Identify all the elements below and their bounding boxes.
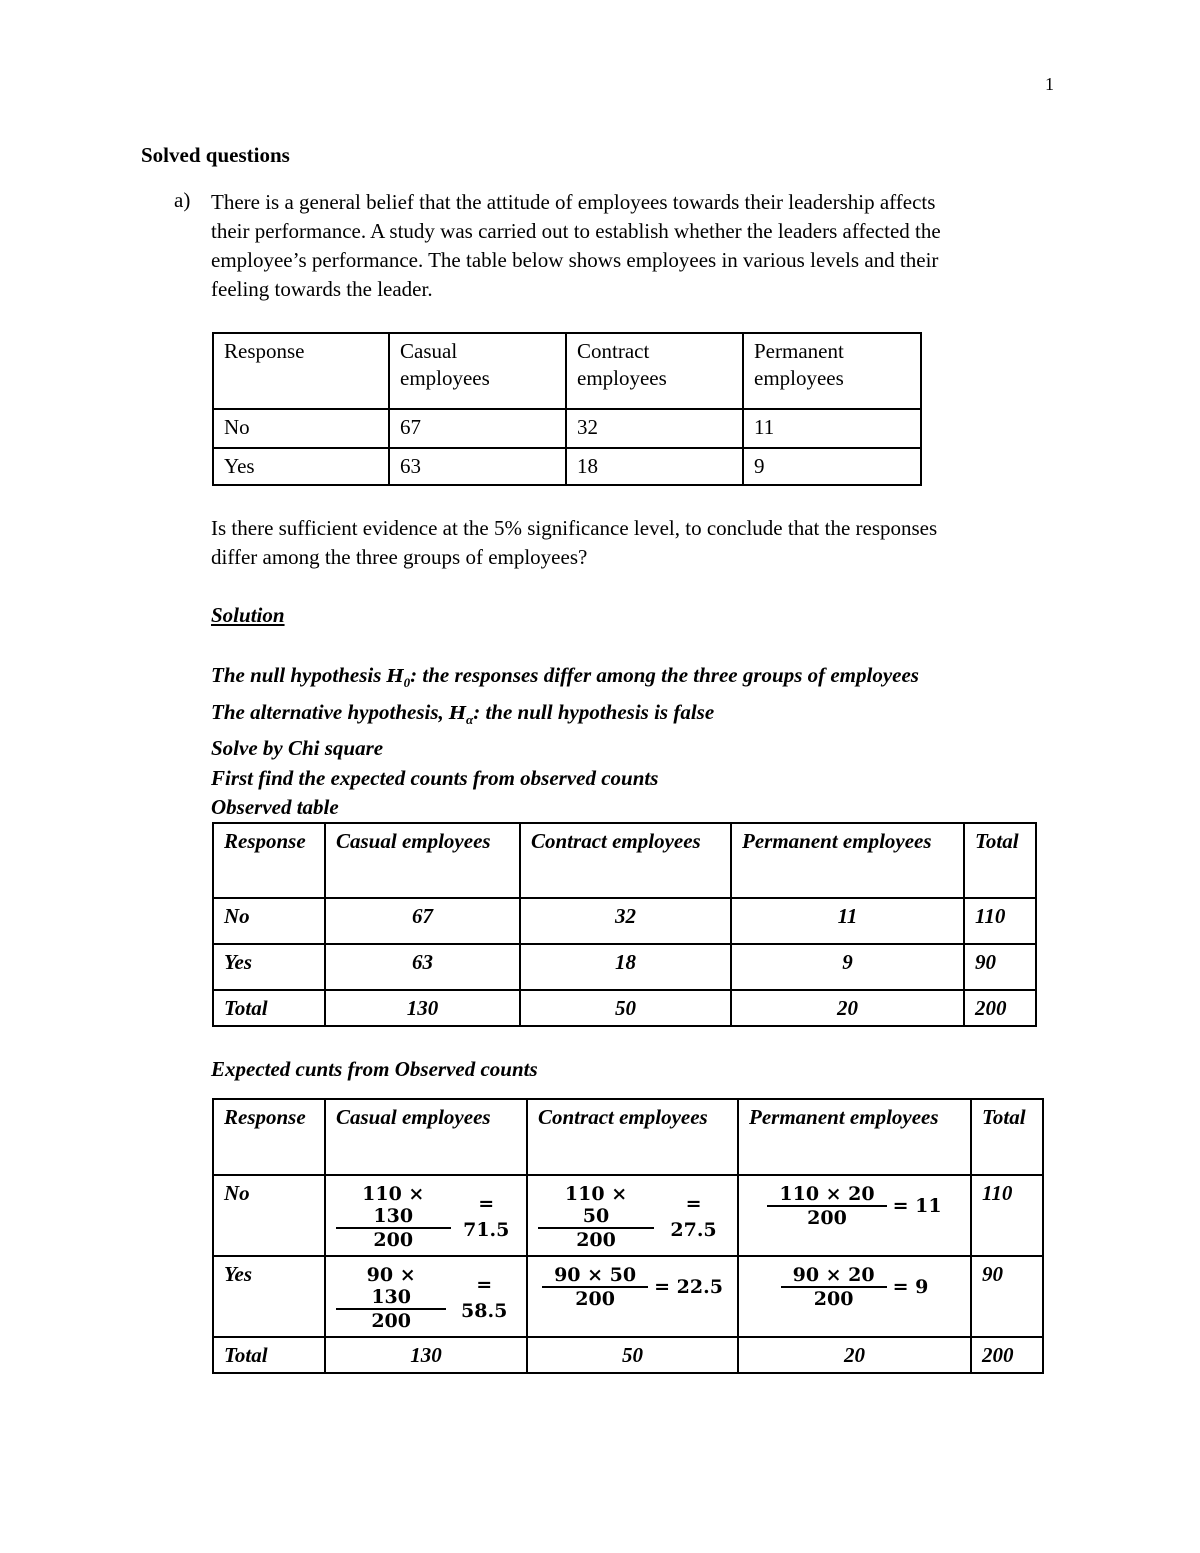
table-cell: 20	[738, 1337, 971, 1373]
survey-table	[212, 332, 922, 486]
page-number: 1	[1045, 74, 1054, 94]
table-cell: 32	[566, 409, 743, 448]
table-cell: 67	[325, 898, 520, 944]
table-cell: 130	[325, 990, 520, 1026]
table-header-cell: Casual employees	[325, 1099, 527, 1175]
question-line: There is a general belief that the attitude of employees towards their leadership affects	[211, 190, 936, 214]
fraction-cell: $\frac{110 \times 130}{200}$ = 71.5	[325, 1175, 527, 1256]
table-cell: Total	[213, 990, 325, 1026]
table-cell: No	[213, 409, 389, 448]
question-line: their performance. A study was carried out to establish whether the leaders affected the	[211, 219, 941, 243]
table-cell: 18	[520, 944, 731, 990]
table-cell: 90	[971, 1256, 1043, 1337]
table-cell: 9	[743, 448, 921, 485]
table-header-cell: Casual employees	[389, 333, 566, 409]
question-line: Is there sufficient evidence at the 5% significance level, to conclude that the responses	[211, 516, 938, 540]
table-header-cell: Contract employees	[566, 333, 743, 409]
table-header-cell: Permanent employees	[731, 823, 964, 898]
table-cell: 11	[731, 898, 964, 944]
table-cell: 50	[520, 990, 731, 1026]
fraction-cell: $\frac{90 \times 20}{200}$ = 9	[738, 1256, 971, 1337]
table-cell: 130	[325, 1337, 527, 1373]
question-line: employee’s performance. The table below shows employees in various levels and their	[211, 248, 939, 272]
fraction-cell: $\frac{110 \times 50}{200}$ = 27.5	[527, 1175, 738, 1256]
table-cell: 67	[389, 409, 566, 448]
table-header-cell: Response	[213, 1099, 325, 1175]
table-header-cell: Response	[213, 333, 389, 409]
table-header-row	[213, 1099, 1043, 1175]
section-heading: Solved questions	[141, 143, 290, 167]
table-row	[213, 1175, 1043, 1256]
alternative-hypothesis: The alternative hypothesis, $H_\alpha$: the null hypothesis is false	[211, 699, 715, 727]
table-header-cell: Response	[213, 823, 325, 898]
table-cell: 63	[389, 448, 566, 485]
fraction-cell: $\frac{90 \times 130}{200}$ = 58.5	[325, 1256, 527, 1337]
table-row	[213, 1337, 1043, 1373]
observed-table-title: Observed table	[211, 795, 339, 820]
expected-table-title: Expected cunts from Observed counts	[211, 1057, 538, 1081]
table-cell: 63	[325, 944, 520, 990]
question-line: differ among the three groups of employees?	[211, 545, 588, 569]
table-row	[213, 898, 1036, 944]
table-cell: No	[213, 1175, 325, 1256]
expected-table	[212, 1098, 1044, 1374]
table-header-row	[213, 333, 921, 409]
table-header-cell: Casual employees	[325, 823, 520, 898]
table-header-cell: Permanent employees	[743, 333, 921, 409]
table-row	[213, 448, 921, 485]
table-cell: Yes	[213, 448, 389, 485]
table-cell: No	[213, 898, 325, 944]
solution-title: Solution	[211, 603, 285, 627]
table-cell: 9	[731, 944, 964, 990]
table-cell: 110	[964, 898, 1036, 944]
table-cell: Total	[213, 1337, 325, 1373]
question-paragraph	[211, 188, 1051, 304]
table-header-cell: Total	[964, 823, 1036, 898]
table-header-cell: Contract employees	[527, 1099, 738, 1175]
table-cell: 20	[731, 990, 964, 1026]
table-header-cell: Contract employees	[520, 823, 731, 898]
question-prompt	[211, 514, 937, 572]
table-header-row	[213, 823, 1036, 898]
question-line: feeling towards the leader.	[211, 277, 433, 301]
table-header-cell: Permanent employees	[738, 1099, 971, 1175]
step-line: First find the expected counts from observed counts	[211, 765, 659, 790]
table-cell: Yes	[213, 1256, 325, 1337]
table-row	[213, 990, 1036, 1026]
table-cell: 18	[566, 448, 743, 485]
table-row	[213, 944, 1036, 990]
fraction-cell: $\frac{90 \times 50}{200}$ = 22.5	[527, 1256, 738, 1337]
null-hypothesis: The null hypothesis $H_0$: the responses differ among the three groups of employees	[211, 663, 919, 691]
method-line: Solve by Chi square	[211, 736, 384, 761]
table-cell: 200	[964, 990, 1036, 1026]
solution-steps	[211, 661, 919, 823]
observed-table	[212, 822, 1037, 1027]
table-cell: 50	[527, 1337, 738, 1373]
table-row	[213, 409, 921, 448]
table-header-cell: Total	[971, 1099, 1043, 1175]
table-cell: 90	[964, 944, 1036, 990]
table-row	[213, 1256, 1043, 1337]
table-cell: 110	[971, 1175, 1043, 1256]
table-cell: 200	[971, 1337, 1043, 1373]
fraction-cell: $\frac{110 \times 20}{200}$ = 11	[738, 1175, 971, 1256]
question-marker: a)	[174, 188, 191, 212]
table-cell: 11	[743, 409, 921, 448]
table-cell: 32	[520, 898, 731, 944]
table-cell: Yes	[213, 944, 325, 990]
